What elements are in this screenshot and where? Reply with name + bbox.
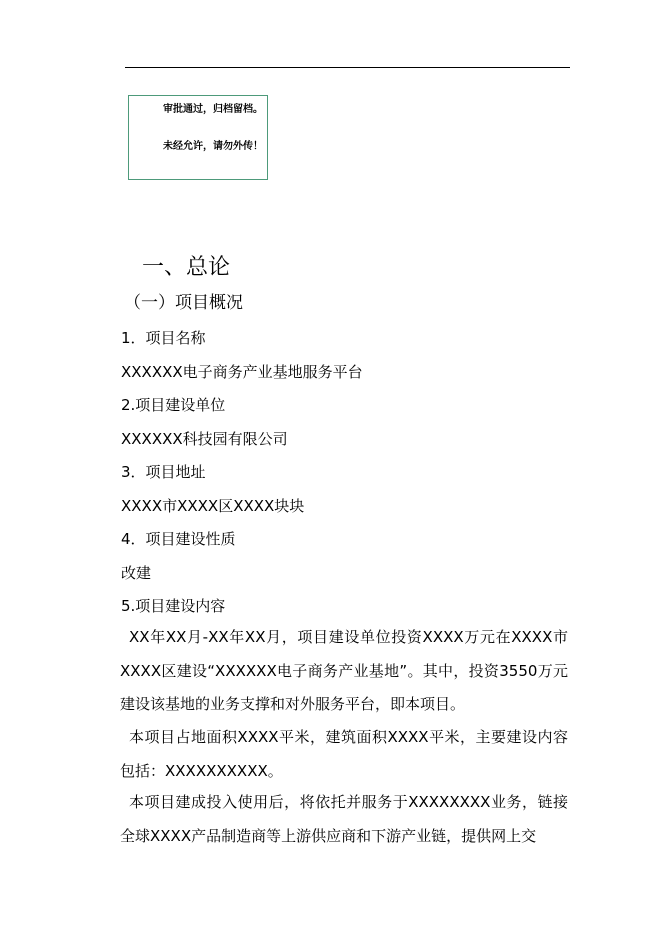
item-value-nature: 改建: [121, 564, 152, 582]
section-subtitle: （一）项目概况: [124, 293, 243, 313]
item-heading-address: 3．项目地址: [121, 463, 206, 481]
item-heading-project-name: 1．项目名称: [121, 329, 206, 347]
header-rule: [125, 67, 570, 68]
item-value-builder: XXXXXX科技园有限公司: [121, 430, 288, 448]
paragraph-investment: XX年XX月-XX年XX月，项目建设单位投资XXXX万元在XXXX市XXXX区建设“XXXXXX电子商务产业基地”。其中，投资3550万元建设该基地的业务支撑和对外服务平台，即本项目。: [120, 628, 568, 713]
item-heading-builder: 2.项目建设单位: [121, 396, 226, 414]
paragraph-area: 本项目占地面积XXXX平米，建筑面积XXXX平米，主要建设内容包括：XXXXXXXXXX。: [120, 728, 568, 780]
stamp-line-approved: 审批通过，归档留档。: [163, 104, 263, 115]
approval-stamp: [128, 95, 268, 180]
item-value-project-name: XXXXXX电子商务产业基地服务平台: [121, 363, 363, 381]
item-value-address: XXXX市XXXX区XXXX块块: [121, 497, 305, 515]
item-heading-content: 5.项目建设内容: [121, 597, 226, 615]
paragraph-operation: 本项目建成投入使用后，将依托并服务于XXXXXXXX业务，链接全球XXXX产品制造商等上游供应商和下游产业链，提供网上交: [120, 793, 568, 845]
section-title: 一、总论: [142, 255, 231, 280]
item-heading-nature: 4．项目建设性质: [121, 530, 236, 548]
stamp-line-confidential: 未经允许，请勿外传！: [163, 141, 263, 152]
